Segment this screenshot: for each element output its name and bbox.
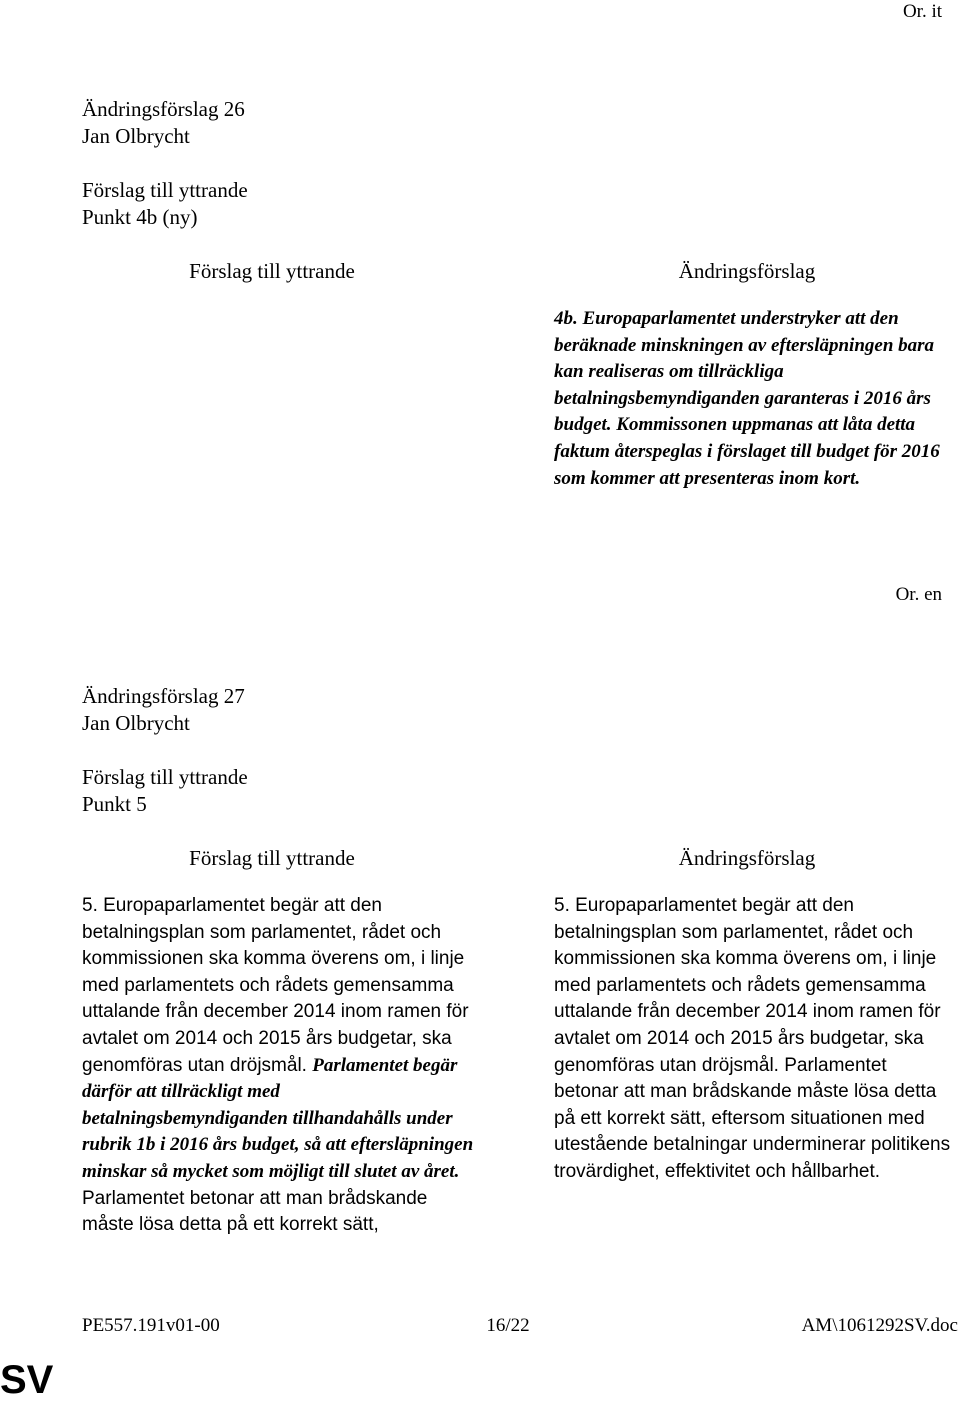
amendment-26-right-text: 4b. Europaparlamentet understryker att den beräknade minskningen av eftersläpningen bara kan realiseras om tillräckliga betalningsbemyndiganden garanteras i 2016 års budget. Kommissonen uppmanas att låta detta faktum återspeglas i förslaget till budget för 2016 som kommer att presenteras inom kort. [554, 308, 940, 489]
amendment-27-right-column-header: Ändringsförslag [678, 846, 816, 870]
amendment-27-left-text-plain: 5. Europaparlamentet begär att den betalningsplan som parlamentet, rådet och kommissionen ska komma överens om, i linje med parlamentets och rådets gemensamma uttalande från december 2014 inom ramen för avtalet om 2014 och 2015 års budgetar, ska genomföras utan dröjsmål. [82, 895, 469, 1076]
amendment-26-original-language: Or. en [895, 584, 942, 605]
amendment-26-right-column-header: Ändringsförslag [678, 259, 816, 283]
amendment-27-header [82, 683, 248, 818]
amendment-26-left-column-header: Förslag till yttrande [189, 259, 355, 283]
amendment-26-point: Punkt 4b (ny) [82, 205, 198, 229]
amendment-27-point: Punkt 5 [82, 792, 147, 816]
footer-language-code: SV [0, 1358, 54, 1402]
amendment-27-source-label: Förslag till yttrande [82, 765, 248, 789]
original-language-top: Or. it [902, 1, 942, 22]
amendment-27-right-text: 5. Europaparlamentet begär att den betalningsplan som parlamentet, rådet och kommissionen ska komma överens om, i linje med parlamentets och rådets gemensamma uttalande från december 2014 inom ramen för avtalet om 2014 och 2015 års budgetar, ska genomföras utan dröjsmål. Parlamentet betonar att man brådskande måste lösa detta på ett korrekt sätt, eftersom situationen med utestående betalningar underminerar politikens trovärdighet, effektivitet och hållbarhet. [554, 895, 951, 1182]
amendment-27-left-text [82, 893, 482, 1239]
amendment-26-header [82, 96, 248, 231]
amendment-26-source-label: Förslag till yttrande [82, 178, 248, 202]
footer-page-number: 16/22 [486, 1315, 530, 1336]
amendment-27-author: Jan Olbrycht [82, 711, 190, 735]
amendment-27-left-text-tail: Parlamentet betonar att man brådskande måste lösa detta på ett korrekt sätt, [82, 1187, 428, 1236]
footer-file-name: AM\1061292SV.doc [801, 1315, 958, 1336]
amendment-26-author: Jan Olbrycht [82, 124, 190, 148]
amendment-26-title: Ändringsförslag 26 [82, 97, 245, 121]
amendment-27-left-column-header: Förslag till yttrande [189, 846, 355, 870]
amendment-27-left-text-deleted: Parlamentet begär därför att tillräckligt med betalningsbemyndiganden tillhandahålls under rubrik 1b i 2016 års budget, så att eftersläpningen minskar så mycket som möjligt till slutet av året. [82, 1054, 474, 1182]
footer-doc-ref: PE557.191v01-00 [82, 1315, 220, 1336]
amendment-27-title: Ändringsförslag 27 [82, 684, 245, 708]
